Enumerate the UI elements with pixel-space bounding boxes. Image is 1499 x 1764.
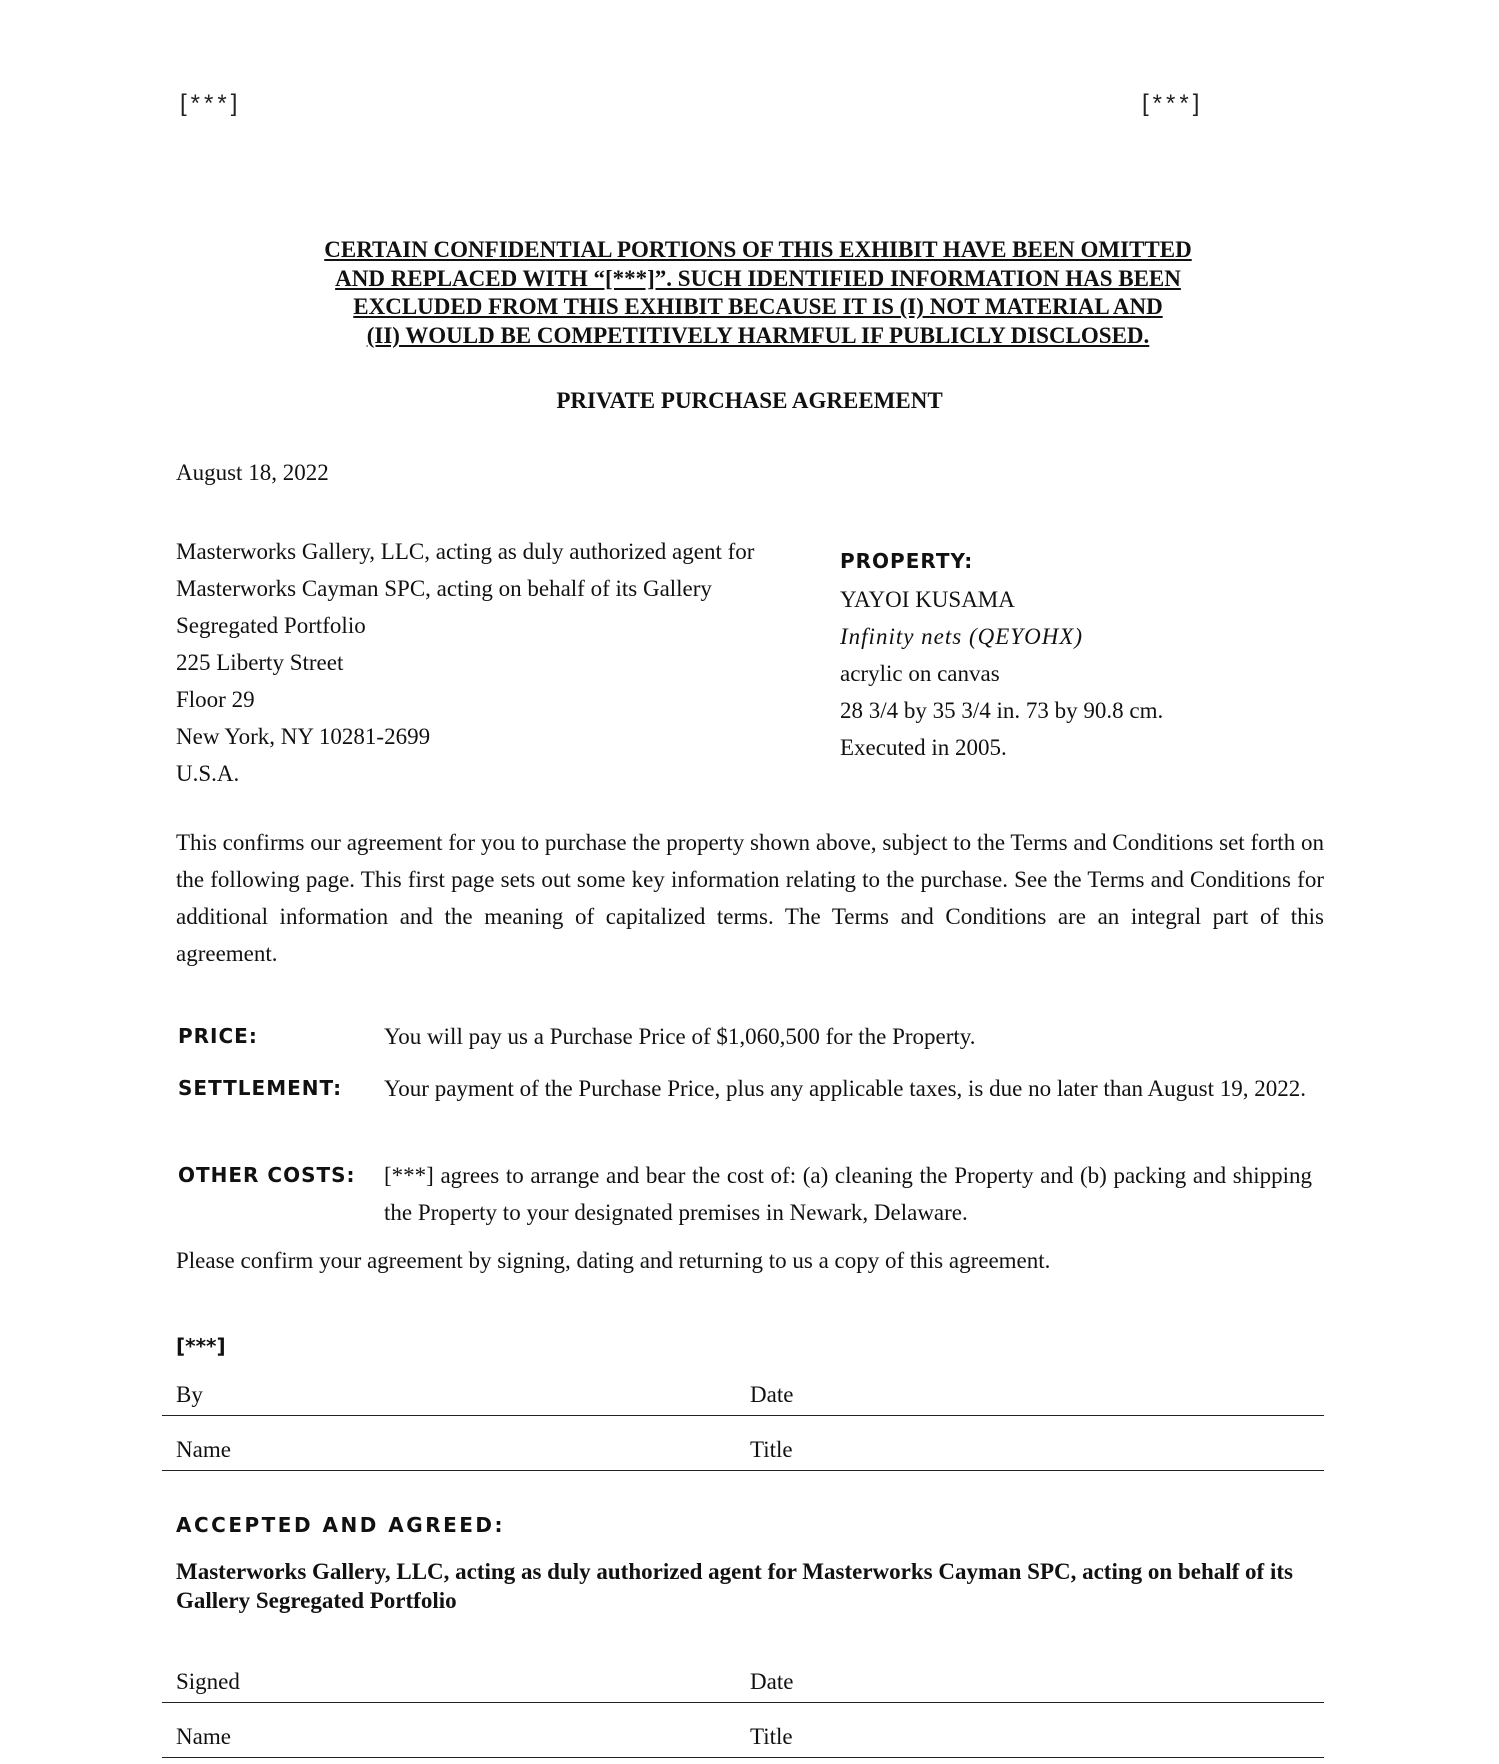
- settlement-text: Your payment of the Purchase Price, plus any applicable taxes, is due no later than August 19, 2022.: [384, 1076, 1306, 1101]
- date-label: Date: [750, 1382, 794, 1407]
- name-title-line[interactable]: [162, 1470, 1324, 1471]
- settlement-label: SETTLEMENT:: [178, 1076, 343, 1100]
- property-block: [840, 547, 1163, 766]
- notice-line: AND REPLACED WITH “[***]”. SUCH IDENTIFIED INFORMATION HAS BEEN: [335, 265, 1181, 291]
- name-label: Name: [176, 1437, 231, 1462]
- confidentiality-notice: [220, 236, 1296, 350]
- price-label: PRICE:: [178, 1024, 258, 1048]
- confirmation-instruction: Please confirm your agreement by signing, dating and returning to us a copy of this agreement.: [176, 1248, 1051, 1273]
- address-line: 225 Liberty Street: [176, 650, 344, 675]
- title-label: Title: [750, 1437, 793, 1462]
- address-line: U.S.A.: [176, 761, 240, 786]
- document-title: PRIVATE PURCHASE AGREEMENT: [556, 388, 943, 413]
- other-costs-label: OTHER COSTS:: [178, 1163, 356, 1187]
- property-medium: acrylic on canvas: [840, 661, 1000, 686]
- property-work-title: Infinity nets (QEYOHX): [840, 624, 1084, 649]
- buyer-party-redacted: [***]: [176, 1334, 226, 1358]
- signed-label: Signed: [176, 1669, 240, 1694]
- notice-line: CERTAIN CONFIDENTIAL PORTIONS OF THIS EXHIBIT HAVE BEEN OMITTED: [324, 237, 1192, 262]
- address-line: Masterworks Gallery, LLC, acting as duly authorized agent for: [176, 539, 755, 564]
- accepted-date-label: Date: [750, 1669, 794, 1694]
- address-line: Masterworks Cayman SPC, acting on behalf of its Gallery: [176, 576, 712, 601]
- address-line: Floor 29: [176, 687, 255, 712]
- addressee-block: [176, 533, 754, 792]
- accepting-party: Masterworks Gallery, LLC, acting as duly authorized agent for Masterworks Cayman SPC, acting on behalf of its Gallery Segregated Portfolio: [176, 1559, 1293, 1613]
- signature-line[interactable]: [162, 1415, 1324, 1416]
- price-text: You will pay us a Purchase Price of $1,060,500 for the Property.: [384, 1024, 976, 1049]
- other-costs-text: [***] agrees to arrange and bear the cost of: (a) cleaning the Property and (b) packing and shipping the Property to your designated premises in Newark, Delaware.: [384, 1163, 1312, 1225]
- property-artist: YAYOI KUSAMA: [840, 587, 1015, 612]
- notice-line: (II) WOULD BE COMPETITIVELY HARMFUL IF PUBLICLY DISCLOSED.: [366, 322, 1150, 348]
- property-label: PROPERTY:: [840, 549, 974, 573]
- accepted-name-title-line[interactable]: [162, 1757, 1324, 1758]
- notice-line: EXCLUDED FROM THIS EXHIBIT BECAUSE IT IS (I) NOT MATERIAL AND: [353, 294, 1163, 319]
- accepted-signature-line[interactable]: [162, 1702, 1324, 1703]
- accepted-heading: ACCEPTED AND AGREED:: [176, 1513, 506, 1537]
- header-redaction-right: [***]: [1142, 90, 1204, 117]
- by-label: By: [176, 1382, 203, 1407]
- address-line: New York, NY 10281-2699: [176, 724, 431, 749]
- accepted-title-label: Title: [750, 1724, 793, 1749]
- agreement-date: August 18, 2022: [176, 460, 329, 485]
- header-redaction-left: [***]: [180, 90, 242, 117]
- address-line: Segregated Portfolio: [176, 613, 366, 638]
- intro-paragraph: This confirms our agreement for you to purchase the property shown above, subject to the Terms and Conditions set forth on the following page. This first page sets out some key information relating to the purchase. See the Terms and Conditions for additional information and the meaning of capitalized terms. The Terms and Conditions are an integral part of this agreement.: [176, 830, 1324, 966]
- property-dimensions: 28 3/4 by 35 3/4 in. 73 by 90.8 cm.: [840, 698, 1164, 723]
- property-executed: Executed in 2005.: [840, 735, 1007, 760]
- accepted-name-label: Name: [176, 1724, 231, 1749]
